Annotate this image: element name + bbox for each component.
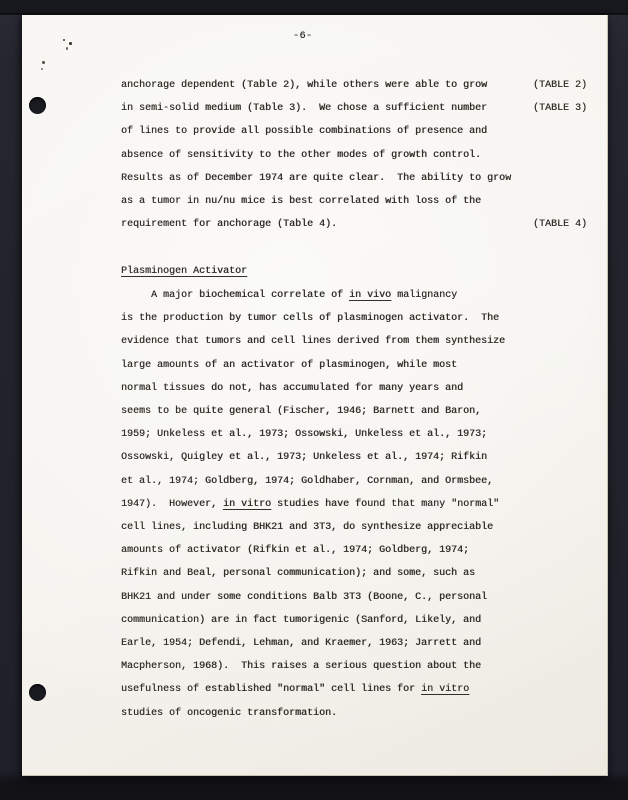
text-line: normal tissues do not, has accumulated for many years and (121, 382, 464, 394)
text-line: communication) are in fact tumorigenic (Sanford, Likely, and (121, 614, 482, 626)
margin-note-table-2: (TABLE 2) (533, 80, 588, 91)
punch-hole-top (29, 97, 46, 114)
text-line: studies of oncogenic transformation. (121, 707, 338, 719)
text-line: requirement for anchorage (Table 4). (121, 219, 338, 231)
underlined-phrase: in vivo (349, 290, 392, 301)
text-line: et al., 1974; Goldberg, 1974; Goldhaber, Cornman, and Ormsbee, (121, 475, 494, 487)
ink-speckle (66, 47, 68, 50)
text-line: amounts of activator (Rifkin et al., 1974; Goldberg, 1974; (121, 545, 470, 557)
ink-speckle (42, 61, 45, 64)
text-line: Results as of December 1974 are quite clear. The ability to grow (121, 172, 512, 184)
text-line: Macpherson, 1968). This raises a serious question about the (121, 661, 482, 673)
paragraph-anchorage (121, 74, 511, 236)
text-line: seems to be quite general (Fischer, 1946; Barnett and Baron, (121, 406, 482, 418)
text-line: large amounts of an activator of plasminogen, while most (121, 359, 458, 371)
underlined-phrase: in vitro (421, 684, 470, 696)
text-line: in semi-solid medium (Table 3). We chose a sufficient number (121, 103, 488, 115)
text-line: cell lines, including BHK21 and 3T3, do synthesize appreciable (121, 522, 494, 534)
text-line: 1947). However, in vitro studies have found that many "normal" (121, 498, 500, 510)
text-line: is the production by tumor cells of plasminogen activator. The (121, 313, 500, 325)
text-line: absence of sensitivity to the other modes of growth control. (121, 149, 482, 161)
text-line: 1959; Unkeless et al., 1973; Ossowski, Unkeless et al., 1973; (121, 429, 488, 441)
text-line: A major biochemical correlate of in vivo malignancy (121, 290, 458, 301)
underlined-phrase: in vitro (223, 498, 272, 510)
text-line: as a tumor in nu/nu mice is best correlated with loss of the (121, 196, 482, 208)
text-line: of lines to provide all possible combinations of presence and (121, 126, 488, 138)
ink-speckle (41, 68, 43, 70)
page-number: -6- (293, 31, 313, 42)
margin-note-table-3: (TABLE 3) (533, 103, 588, 114)
text-line: usefulness of established "normal" cell lines for in vitro (121, 684, 470, 696)
section-heading-plasminogen-activator: Plasminogen Activator (121, 266, 248, 277)
text-line: Ossowski, Quigley et al., 1973; Unkeless et al., 1974; Rifkin (121, 452, 488, 464)
text-line: Rifkin and Beal, personal communication); and some, such as (121, 568, 476, 580)
text-line: Earle, 1954; Defendi, Lehman, and Kraemer, 1963; Jarrett and (121, 638, 482, 650)
paragraph-plasminogen (121, 284, 505, 725)
text-line: evidence that tumors and cell lines derived from them synthesize (121, 336, 506, 348)
document-page (22, 15, 608, 776)
ink-speckle (63, 39, 65, 41)
ink-speckle (69, 42, 72, 45)
text-line: BHK21 and under some conditions Balb 3T3 (Boone, C., personal (121, 591, 488, 603)
punch-hole-bottom (29, 684, 46, 701)
text-line: anchorage dependent (Table 2), while others were able to grow (121, 80, 488, 91)
margin-note-table-4: (TABLE 4) (533, 219, 588, 230)
